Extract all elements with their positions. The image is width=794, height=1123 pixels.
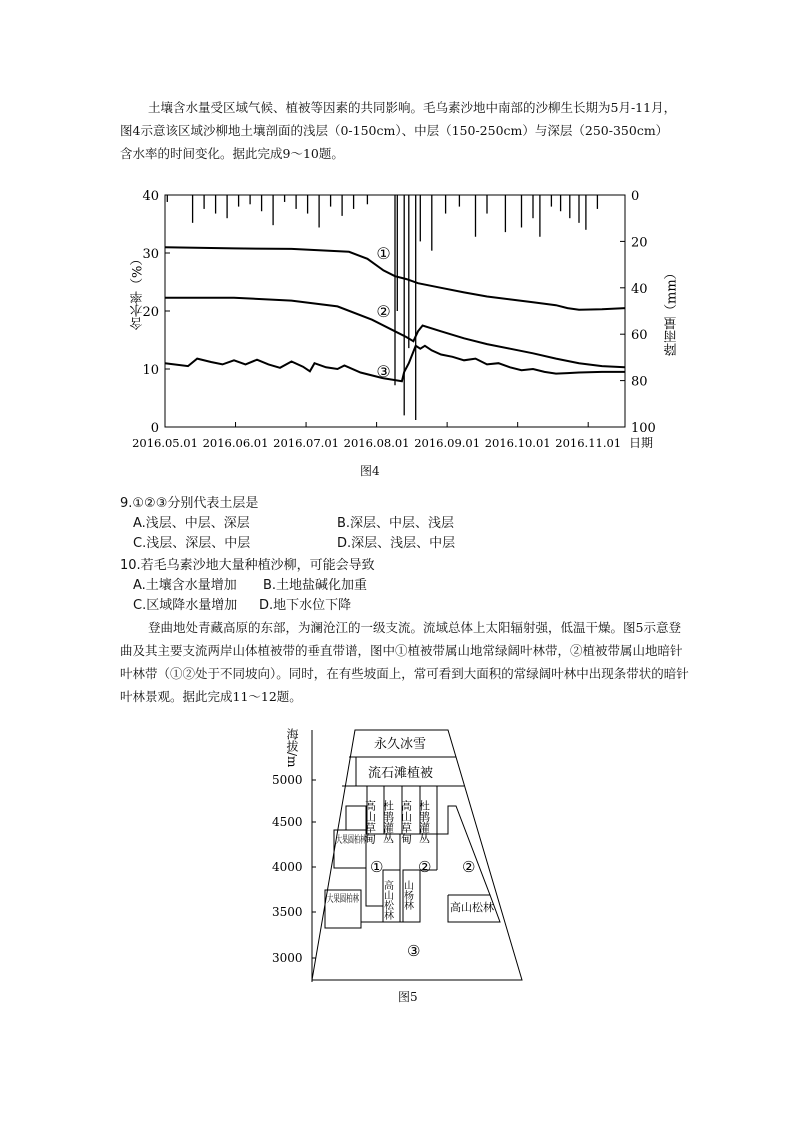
q10-option-a[interactable]: A.土壤含水量增加: [133, 578, 237, 593]
y-right-tick-label: 20: [631, 235, 648, 251]
y-axis-label: 海拔/m: [285, 728, 299, 768]
y-axis-ticks: [272, 773, 316, 965]
x-tick-label: 2016.08.01: [343, 436, 410, 450]
label-zone-2-center: ②: [418, 858, 432, 876]
label-orchard-upper: 大果圆柏林: [336, 835, 386, 846]
soil-moisture-chart: [120, 180, 680, 485]
label-zone-2-right: ②: [462, 858, 476, 876]
label-rhododendron-shrub-2: 杜鹃灌丛: [417, 800, 431, 844]
intro-text-1: 土壤含水量受区域气候、植被等因素的共同影响。毛乌素沙地中南部的沙柳生长期为5月-11月，图4示意该区域沙柳地土壤剖面的浅层（0-150cm）、中层（150-250cm）与深层（250-350cm）含水率的时间变化。据此完成9～10题。: [120, 100, 677, 161]
intro-paragraph-1: [120, 96, 680, 165]
label-alpine-meadow-1-text: 高山草甸: [363, 800, 377, 844]
label-alpine-pine-right: 高山松林: [450, 901, 494, 914]
y-left-tick-label: 40: [142, 189, 159, 204]
figure4-caption: 图4: [360, 464, 380, 478]
y-tick-3000: 3000: [272, 951, 303, 965]
y-tick-3500: 3500: [272, 905, 303, 919]
y-left-tick-label: 0: [150, 421, 159, 436]
label-permanent-snow: 永久冰雪: [374, 737, 427, 752]
q9-option-d[interactable]: D.深层、浅层、中层: [337, 536, 456, 551]
x-tick-label: 2016.07.01: [273, 436, 339, 450]
series-label-3: ③: [376, 361, 391, 381]
label-poplar-forest: 山杨林: [401, 880, 413, 910]
x-axis-end-label: 日期: [629, 436, 654, 450]
y-right-tick-label: 0: [631, 189, 640, 204]
x-tick-label: 2016.09.01: [414, 436, 481, 450]
y-right-tick-label: 60: [631, 328, 648, 344]
y-left-tick-label: 10: [142, 363, 159, 378]
q9-option-b[interactable]: B.深层、中层、浅层: [337, 516, 455, 531]
label-alpine-pine: 高山松林: [381, 880, 393, 920]
y-tick-5000: 5000: [272, 773, 303, 787]
q10-option-c[interactable]: C.区域降水量增加: [133, 598, 238, 613]
y-tick-4000: 4000: [272, 860, 303, 874]
y-right-tick-label: 80: [631, 374, 648, 390]
y-tick-4500: 4500: [272, 815, 303, 829]
y-left-tick-label: 30: [142, 247, 159, 262]
y-left-tick-label: 20: [142, 305, 159, 320]
label-scree-vegetation: 流石滩植被: [368, 766, 434, 781]
x-tick-label: 2016.11.01: [555, 436, 622, 450]
y-right-tick-label: 100: [631, 421, 656, 436]
q10-option-d[interactable]: D.地下水位下降: [259, 598, 352, 613]
label-rhododendron-shrub-1: 杜鹃灌丛: [381, 800, 395, 844]
label-alpine-meadow-2: 高山草甸: [399, 800, 413, 844]
x-tick-label: 2016.05.01: [132, 436, 198, 450]
series-label-2: ②: [376, 302, 391, 322]
x-tick-label: 2016.06.01: [202, 436, 269, 450]
vegetation-zone-diagram: [270, 710, 530, 1000]
intro-paragraph-2: [120, 616, 690, 708]
label-zone-1: ①: [370, 858, 384, 876]
x-tick-label: 2016.10.01: [484, 436, 551, 450]
q9-option-c[interactable]: C.浅层、深层、中层: [133, 536, 251, 551]
q10-option-b[interactable]: B.土地盐碱化加重: [263, 578, 368, 593]
label-orchard-lower: 大果圆柏林: [327, 894, 377, 905]
figure5-caption: 图5: [398, 990, 418, 1004]
intro-text-2: 登曲地处青藏高原的东部，为澜沧江的一级支流。流域总体上太阳辐射强，低温干燥。图5示意登曲及其主要支流两岸山体植被带的垂直带谱，图中①植被带属山地常绿阔叶林带，②植被带属山地暗针叶林带（①②处于不同坡向）。同时，在有些坡面上，常可看到大面积的常绿阔叶林中出现条带状的暗针叶林景观。据此完成11～12题。: [120, 620, 689, 704]
label-zone-3: ③: [407, 942, 421, 960]
y-left-axis-label: 含水率（%）: [130, 252, 146, 330]
q10-stem: 10.若毛乌素沙地大量种植沙柳，可能会导致: [120, 558, 375, 573]
series-label-1: ①: [376, 244, 391, 264]
y-right-tick-label: 40: [631, 281, 648, 297]
y-right-axis-label: 降雨量（mm）: [664, 266, 680, 356]
q9-option-a[interactable]: A.浅层、中层、深层: [133, 516, 250, 531]
q9-stem: 9.①②③分别代表土层是: [120, 496, 259, 511]
